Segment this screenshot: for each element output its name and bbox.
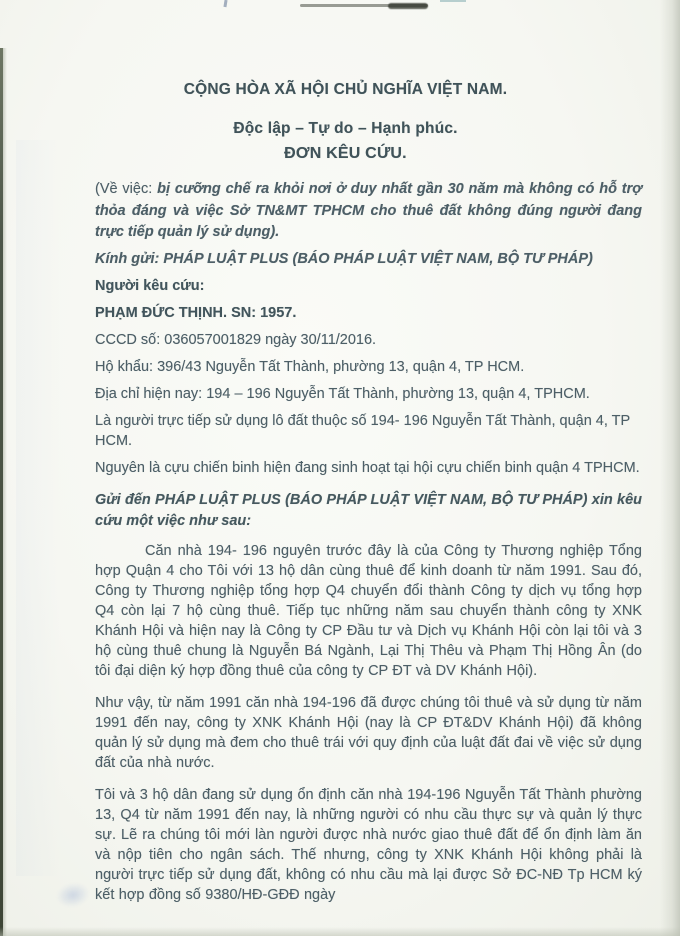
petitioner-name: PHẠM ĐỨC THỊNH. SN: 1957. <box>95 304 297 321</box>
scan-right-edge-shadow <box>660 0 680 936</box>
subject-prefix: (Về việc: <box>95 181 158 197</box>
recipient-line: Kính gửi: PHÁP LUẬT PLUS (BÁO PHÁP LUẬT VIỆT NAM, BỘ TƯ PHÁP) <box>95 250 593 267</box>
national-header: CỘNG HÒA XÃ HỘI CHỦ NGHĨA VIỆT NAM. <box>183 81 508 98</box>
document-title: ĐƠN KÊU CỨU. <box>284 145 407 162</box>
body-paragraphs <box>95 541 642 905</box>
scan-top-edge-sliver <box>440 0 466 2</box>
petitioner-label: Người kêu cứu: <box>95 277 205 294</box>
subject-emphasis: bị cưỡng chế ra khỏi nơi ở duy nhất gần 30 năm mà không có hỗ trợ thỏa đáng và việc Sở TN&MT TPHCM cho thuê đất không đúng người đang trực tiếp quản lý sử dụng). <box>95 181 643 240</box>
petitioner-address: Địa chỉ hiện nay: 194 – 196 Nguyễn Tất Thành, phường 13, quận 4, TPHCM. <box>95 385 590 402</box>
body-paragraph: Căn nhà 194- 196 nguyên trước đây là của Công ty Thương nghiệp Tổng hợp Quận 4 cho Tôi với 13 hộ dân cùng thuê để kinh doanh từ năm 1991. Sau đó, Công ty Thương nghiệp tổng hợp Q4 chuyển đổi thành Công ty dịch vụ tổng hợp Q4 còn lại 7 hộ cùng thuê. Tiếp tục những năm sau chuyển thành công ty XNK Khánh Hội và hiện nay là Công ty CP Đầu tư và Dịch vụ Khánh Hội còn lại tôi và 3 hộ cùng thuê chung là Nguyễn Bá Ngành, Lại Thị Thêu và Phạm Thị Hồng Ân (do tôi đại diện ký hợp đồng thuê của công ty CP ĐT và DV Khánh Hội). <box>95 542 642 679</box>
petitioner-id: CCCD số: 036057001829 ngày 30/11/2016. <box>95 331 377 348</box>
body-paragraph: Tôi và 3 hộ dân đang sử dụng ổn định căn nhà 194-196 Nguyễn Tất Thành phường 13, Q4 từ năm 1991 đến nay, là những người có nhu cầu thực sự và quản lý thực sự. Lẽ ra chúng tôi mới làn người được nhà nước giao thuê đất để ổn định làm ăn và nộp tiên cho ngân sách. Thế nhưng, công ty XNK Khánh Hội không phải là người trực tiếp sử dụng đất, không có nhu cầu mà lại được Sở ĐC-NĐ Tp HCM ký kết hợp đồng số 9380/HĐ-GĐĐ ngày <box>95 786 642 903</box>
salutation-line: Gửi đến PHÁP LUẬT PLUS (BÁO PHÁP LUẬT VIỆT NAM, BỘ TƯ PHÁP) xin kêu cứu một việc như sau: <box>95 491 642 529</box>
scan-top-streak-blob <box>388 3 428 9</box>
motto-line: Độc lập – Tự do – Hạnh phúc. <box>233 120 458 137</box>
petitioner-land-use: Là người trực tiếp sử dụng lô đất thuộc số 194- 196 Nguyễn Tất Thành, quận 4, TP HCM. <box>95 412 630 449</box>
document-content <box>95 80 642 917</box>
scan-bottom-edge-shadow <box>0 927 680 936</box>
scan-pen-smudge <box>54 880 92 911</box>
petitioner-veteran: Nguyên là cựu chiến binh hiện đang sinh hoạt tại hội cựu chiến binh quận 4 TPHCM. <box>95 459 640 476</box>
body-paragraph: Như vậy, từ năm 1991 căn nhà 194-196 đã được chúng tôi thuê và sử dụng từ năm 1991 đến nay, công ty XNK Khánh Hội (nay là CP ĐT&DV Khánh Hội) đã không quản lý sử dụng mà đem cho thuê trái với quy định của luật đất đai về việc sử dụng đất của nhà nước. <box>95 694 642 771</box>
scan-top-tick-mark <box>223 0 227 7</box>
scan-left-smudge-band <box>16 140 60 876</box>
subject-block <box>95 179 642 244</box>
petitioner-household: Hộ khẩu: 396/43 Nguyễn Tất Thành, phường 13, quận 4, TP HCM. <box>95 358 525 375</box>
scan-left-edge-shadow <box>3 48 7 936</box>
